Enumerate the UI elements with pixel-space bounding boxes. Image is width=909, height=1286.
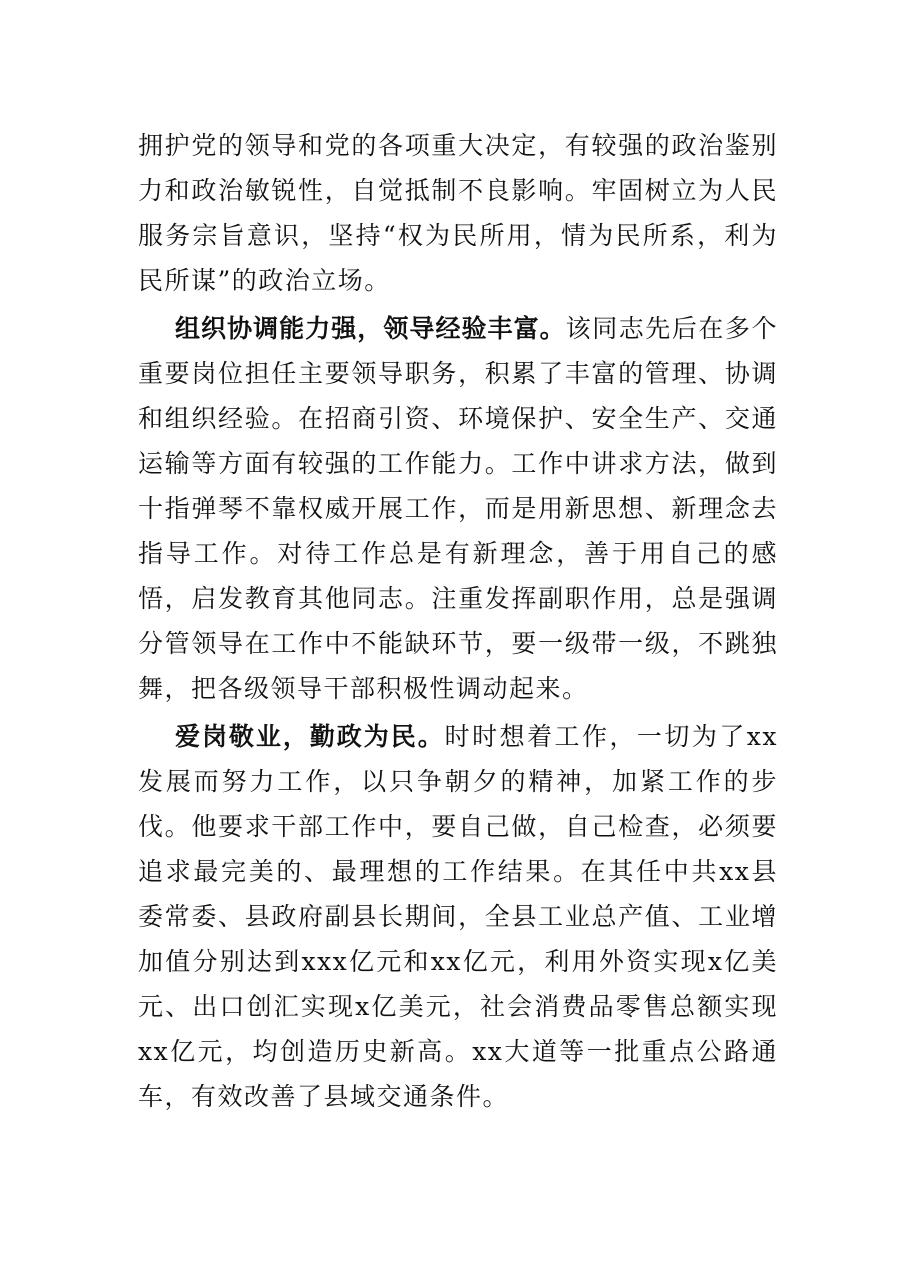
paragraph-coordination-ability — [138, 306, 778, 711]
paragraph-text: 时时想着工作，一切为了xx发展而努力工作，以只争朝夕的精神，加紧工作的步伐。他要求干部工作中，要自己做，自己检查，必须要追求最完美的、最理想的工作结果。在其任中共xx县委常委、县政府副县长期间，全县工业总产值、工业增加值分别达到xxx亿元和xx亿元，利用外资实现x亿美元、出口创汇实现x亿美元，社会消费品零售总额实现xx亿元，均创造历史新高。xx大道等一批重点公路通车，有效改善了县域交通条件。 — [138, 722, 778, 1111]
paragraph-heading: 爱岗敬业，勤政为民。 — [175, 722, 445, 751]
paragraph-text: 该同志先后在多个重要岗位担任主要领导职务，积累了丰富的管理、协调和组织经验。在招商引资、环境保护、安全生产、交通运输等方面有较强的工作能力。工作中讲求方法，做到十指弹琴不靠权威开展工作，而是用新思想、新理念去指导工作。对待工作总是有新理念，善于用自己的感悟，启发教育其他同志。注重发挥副职作用，总是强调分管领导在工作中不能缺环节，要一级带一级，不跳独舞，把各级领导干部积极性调动起来。 — [138, 314, 778, 703]
document-body — [138, 123, 778, 1119]
paragraph-dedication — [138, 714, 778, 1119]
paragraph-political-stance — [138, 123, 778, 303]
paragraph-heading: 组织协调能力强，领导经验丰富。 — [175, 314, 566, 343]
paragraph-text: 拥护党的领导和党的各项重大决定，有较强的政治鉴别力和政治敏锐性，自觉抵制不良影响。牢固树立为人民服务宗旨意识，坚持“权为民所用，情为民所系，利为民所谋”的政治立场。 — [138, 131, 778, 295]
